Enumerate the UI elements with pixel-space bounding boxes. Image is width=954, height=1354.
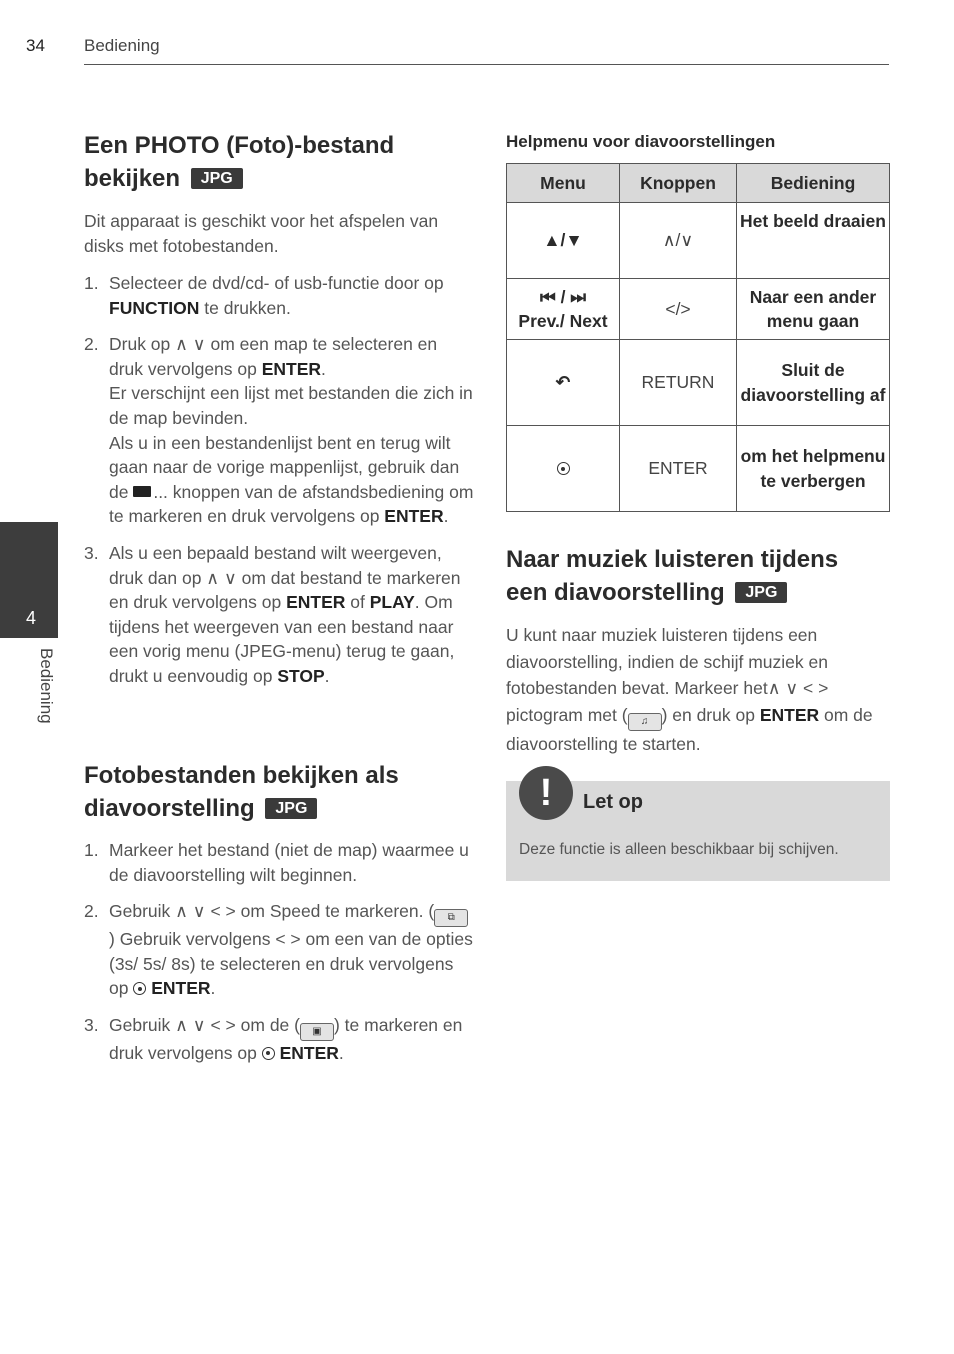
list-item: 3. Als u een bepaald bestand wilt weergeven, druk dan op ∧ ∨ om dat bestand te markeren en druk vervolgens op ENTER of PLAY. Om tijdens het weergeven van een bestand naar een vorig menu (JPEG-menu) terug te gaan, drukt u eenvoudig op STOP. xyxy=(84,542,461,686)
enter-icon xyxy=(557,462,570,475)
buttons-cell: RETURN xyxy=(620,340,737,426)
section-title-slideshow: Fotobestanden bekijken als diavoorstelling JPG xyxy=(84,762,399,822)
help-menu-table xyxy=(506,163,890,512)
table-title: Helpmenu voor diavoorstellingen xyxy=(506,132,776,151)
table-row xyxy=(507,279,890,340)
jpg-badge: JPG xyxy=(735,582,787,603)
menu-cell: ⏮ / ⏭ Prev./ Next xyxy=(507,279,620,340)
enter-icon xyxy=(133,982,146,995)
buttons-cell: ENTER xyxy=(620,426,737,512)
action-cell: Het beeld draaien xyxy=(737,203,890,279)
menu-cell: ▲/▼ xyxy=(507,203,620,279)
table-row xyxy=(507,203,890,279)
photo-steps-list xyxy=(84,271,474,701)
return-icon: ↶ xyxy=(507,340,620,426)
action-cell: om het helpmenu te verbergen xyxy=(737,426,890,512)
folder-icon xyxy=(133,486,151,497)
exclamation-icon: ! xyxy=(519,766,573,820)
enter-icon xyxy=(262,1047,275,1060)
jpg-badge: JPG xyxy=(191,168,243,189)
column-header: Knoppen xyxy=(620,164,737,203)
header-divider xyxy=(84,64,889,65)
note-title: Let op xyxy=(583,791,643,813)
buttons-cell: </> xyxy=(620,279,737,340)
slideshow-speed-icon: ⧉ xyxy=(434,909,468,927)
music-paragraph: U kunt naar muziek luisteren tijdens een diavoorstelling, indien de schijf muziek en fotobestanden bevat. Markeer het∧ ∨ < > pictogram met ( ♫ ) en druk op ENTER om de diavoorstelling te starten. xyxy=(506,625,873,754)
note-text: Deze functie is alleen beschikbaar bij schijven. xyxy=(519,841,839,858)
intro-paragraph: Dit apparaat is geschikt voor het afspelen van disks met fotobestanden. xyxy=(84,211,439,256)
chapter-label: Bediening xyxy=(37,648,56,724)
list-item: 1. Selecteer de dvd/cd- of usb-functie door op FUNCTION te drukken. xyxy=(84,273,444,318)
list-item: 1. Markeer het bestand (niet de map) waarmee u de diavoorstelling wilt beginnen. xyxy=(84,840,469,885)
section-title-music: Naar muziek luisteren tijdens een diavoorstelling JPG xyxy=(506,546,839,606)
buttons-cell: ∧/∨ xyxy=(620,203,737,279)
header-title: Bediening xyxy=(84,36,160,55)
section-title-photo: Een PHOTO (Foto)-bestand bekijken JPG xyxy=(84,132,395,192)
list-item: 2. Druk op ∧ ∨ om een map te selecteren en druk vervolgens op ENTER. Er verschijnt een lijst met bestanden die zich in de map bevinden. Als u in een bestandenlijst bent en terug wilt gaan naar de vorige mappenlijst, gebruik dan de ... knoppen van de afstandsbediening om te markeren en druk vervolgens op ENTER. xyxy=(84,334,474,527)
chapter-number: 4 xyxy=(26,608,37,628)
table-row xyxy=(507,426,890,512)
column-header: Bediening xyxy=(737,164,890,203)
table-header-row xyxy=(507,164,890,203)
page-number: 34 xyxy=(26,36,45,55)
column-header: Menu xyxy=(507,164,620,203)
action-cell: Sluit de diavoorstelling af xyxy=(737,340,890,426)
slideshow-start-icon: ▣ xyxy=(300,1023,334,1041)
action-cell: Naar een ander menu gaan xyxy=(737,279,890,340)
music-slideshow-icon: ♫ xyxy=(628,713,662,731)
prev-next-icon: ⏮ / ⏭ xyxy=(539,286,587,307)
list-item: 2. Gebruik ∧ ∨ < > om Speed te markeren. ( ⧉) Gebruik vervolgens < > om een van de opties (3s/ 5s/ 8s) te selecteren en druk vervolgens op ENTER. xyxy=(84,901,473,999)
table-row xyxy=(507,340,890,426)
menu-cell xyxy=(507,426,620,512)
list-item: 3. Gebruik ∧ ∨ < > om de ( ▣ ) te markeren en druk vervolgens op ENTER. xyxy=(84,1014,463,1063)
slideshow-steps-list xyxy=(84,838,474,1078)
jpg-badge: JPG xyxy=(265,798,317,819)
